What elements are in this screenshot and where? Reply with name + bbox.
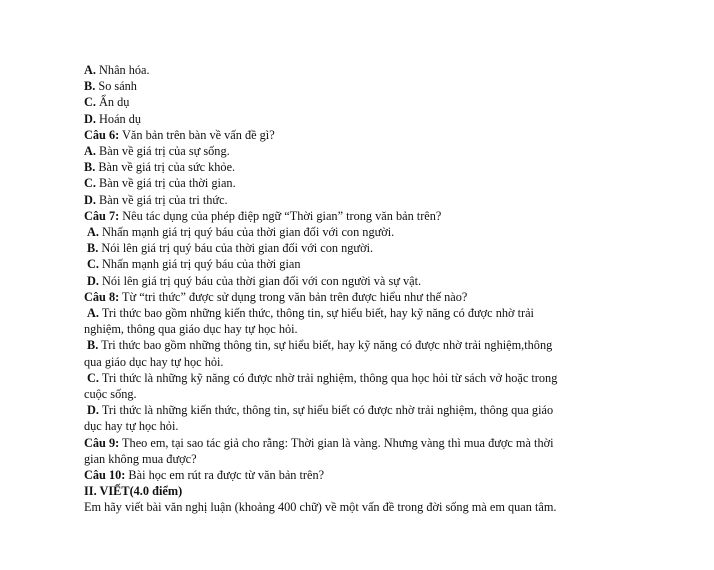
option-text: Nói lên giá trị quý báu của thời gian đối với con người và sự vật.: [98, 273, 422, 288]
option-letter: D.: [84, 111, 96, 126]
question-8: [84, 289, 644, 305]
option-text: So sánh: [95, 79, 137, 94]
question-label: Câu 8:: [84, 289, 120, 304]
option-c: [84, 94, 644, 110]
q8-option-d: [84, 402, 644, 418]
option-text: Nói lên giá trị quý báu của thời gian đối với con người.: [98, 241, 374, 256]
option-text: Tri thức bao gồm những kiến thức, thông tin, sự hiểu biết, hay kỹ năng có được nhờ trải: [98, 306, 534, 321]
question-text: Nêu tác dụng của phép điệp ngữ “Thời gian” trong văn bản trên?: [119, 208, 442, 223]
option-text: Nhân hóa.: [95, 63, 150, 77]
q7-option-a: [84, 224, 644, 240]
q6-option-b: [84, 159, 644, 175]
option-text: Ẩn dụ: [95, 95, 130, 110]
option-text: Bàn về giá trị của sức khỏe.: [95, 160, 236, 175]
option-letter: C.: [84, 95, 96, 110]
option-a: [84, 62, 644, 78]
question-label: Câu 10:: [84, 468, 126, 483]
question-text: Từ “tri thức” được sử dụng trong văn bản trên được hiểu như thế nào?: [119, 289, 468, 304]
q8-option-c: [84, 370, 644, 386]
option-text: Tri thức bao gồm những thông tin, sự hiểu biết, hay kỹ năng có được nhờ trải nghiệm,thông: [98, 338, 553, 353]
question-6: [84, 127, 644, 143]
q7-option-b: [84, 240, 644, 256]
q8-option-c-cont: cuộc sống.: [84, 387, 137, 402]
question-10: [84, 467, 644, 483]
option-text: Bàn về giá trị của thời gian.: [95, 176, 236, 191]
question-text: Theo em, tại sao tác giả cho rằng: Thời gian là vàng. Nhưng vàng thì mua được mà thời: [119, 435, 554, 450]
option-letter: B.: [84, 160, 96, 175]
option-b: [84, 78, 644, 94]
q6-option-d: [84, 192, 644, 208]
option-letter: C.: [87, 370, 99, 385]
q7-option-d: [84, 273, 644, 289]
q8-option-d-cont: dục hay tự học hỏi.: [84, 419, 179, 434]
option-text: Hoán dụ: [95, 111, 142, 126]
option-text: Tri thức là những kỹ năng có được nhờ trải nghiệm, thông qua học hỏi từ sách vở hoặc trong: [98, 370, 558, 385]
q6-option-c: [84, 175, 644, 191]
option-letter: B.: [84, 79, 96, 94]
section-heading: II. VIẾT(4.0 điểm): [84, 484, 183, 499]
question-9: [84, 435, 644, 451]
question-7: [84, 208, 644, 224]
option-letter: D.: [84, 192, 96, 207]
option-letter: B.: [87, 241, 99, 256]
question-label: Câu 6:: [84, 127, 120, 142]
option-text: Nhấn mạnh giá trị quý báu của thời gian: [98, 257, 301, 272]
question-label: Câu 7:: [84, 208, 120, 223]
option-text: Nhấn mạnh giá trị quý báu của thời gian đối với con người.: [98, 225, 395, 240]
option-d: [84, 111, 644, 127]
option-text: Bàn về giá trị của sự sống.: [95, 144, 230, 159]
writing-prompt: Em hãy viết bài văn nghị luận (khoảng 400 chữ) về một vấn đề trong đời sống mà em quan tâm.: [84, 500, 557, 515]
option-text: Tri thức là những kiến thức, thông tin, sự hiểu biết có được nhờ trải nghiệm, thông qua giáo: [98, 403, 554, 418]
option-letter: A.: [87, 306, 99, 321]
q8-option-a: [84, 305, 644, 321]
option-text: Bàn về giá trị của tri thức.: [95, 192, 228, 207]
option-letter: D.: [87, 403, 99, 418]
option-letter: B.: [87, 338, 99, 353]
question-9-cont: gian không mua được?: [84, 451, 197, 466]
option-letter: A.: [84, 144, 96, 159]
option-letter: C.: [87, 257, 99, 272]
q6-option-a: [84, 143, 644, 159]
option-letter: C.: [84, 176, 96, 191]
question-text: Bài học em rút ra được từ văn bản trên?: [125, 468, 325, 483]
question-label: Câu 9:: [84, 435, 120, 450]
option-letter: A.: [84, 63, 96, 77]
q7-option-c: [84, 256, 644, 272]
q8-option-a-cont: nghiệm, thông qua giáo dục hay tự học hỏi.: [84, 322, 298, 337]
option-letter: D.: [87, 273, 99, 288]
q8-option-b-cont: qua giáo dục hay tự học hỏi.: [84, 354, 224, 369]
option-letter: A.: [87, 225, 99, 240]
q8-option-b: [84, 337, 644, 353]
question-text: Văn bản trên bàn về vấn đề gì?: [119, 127, 275, 142]
exam-page: [84, 62, 644, 516]
